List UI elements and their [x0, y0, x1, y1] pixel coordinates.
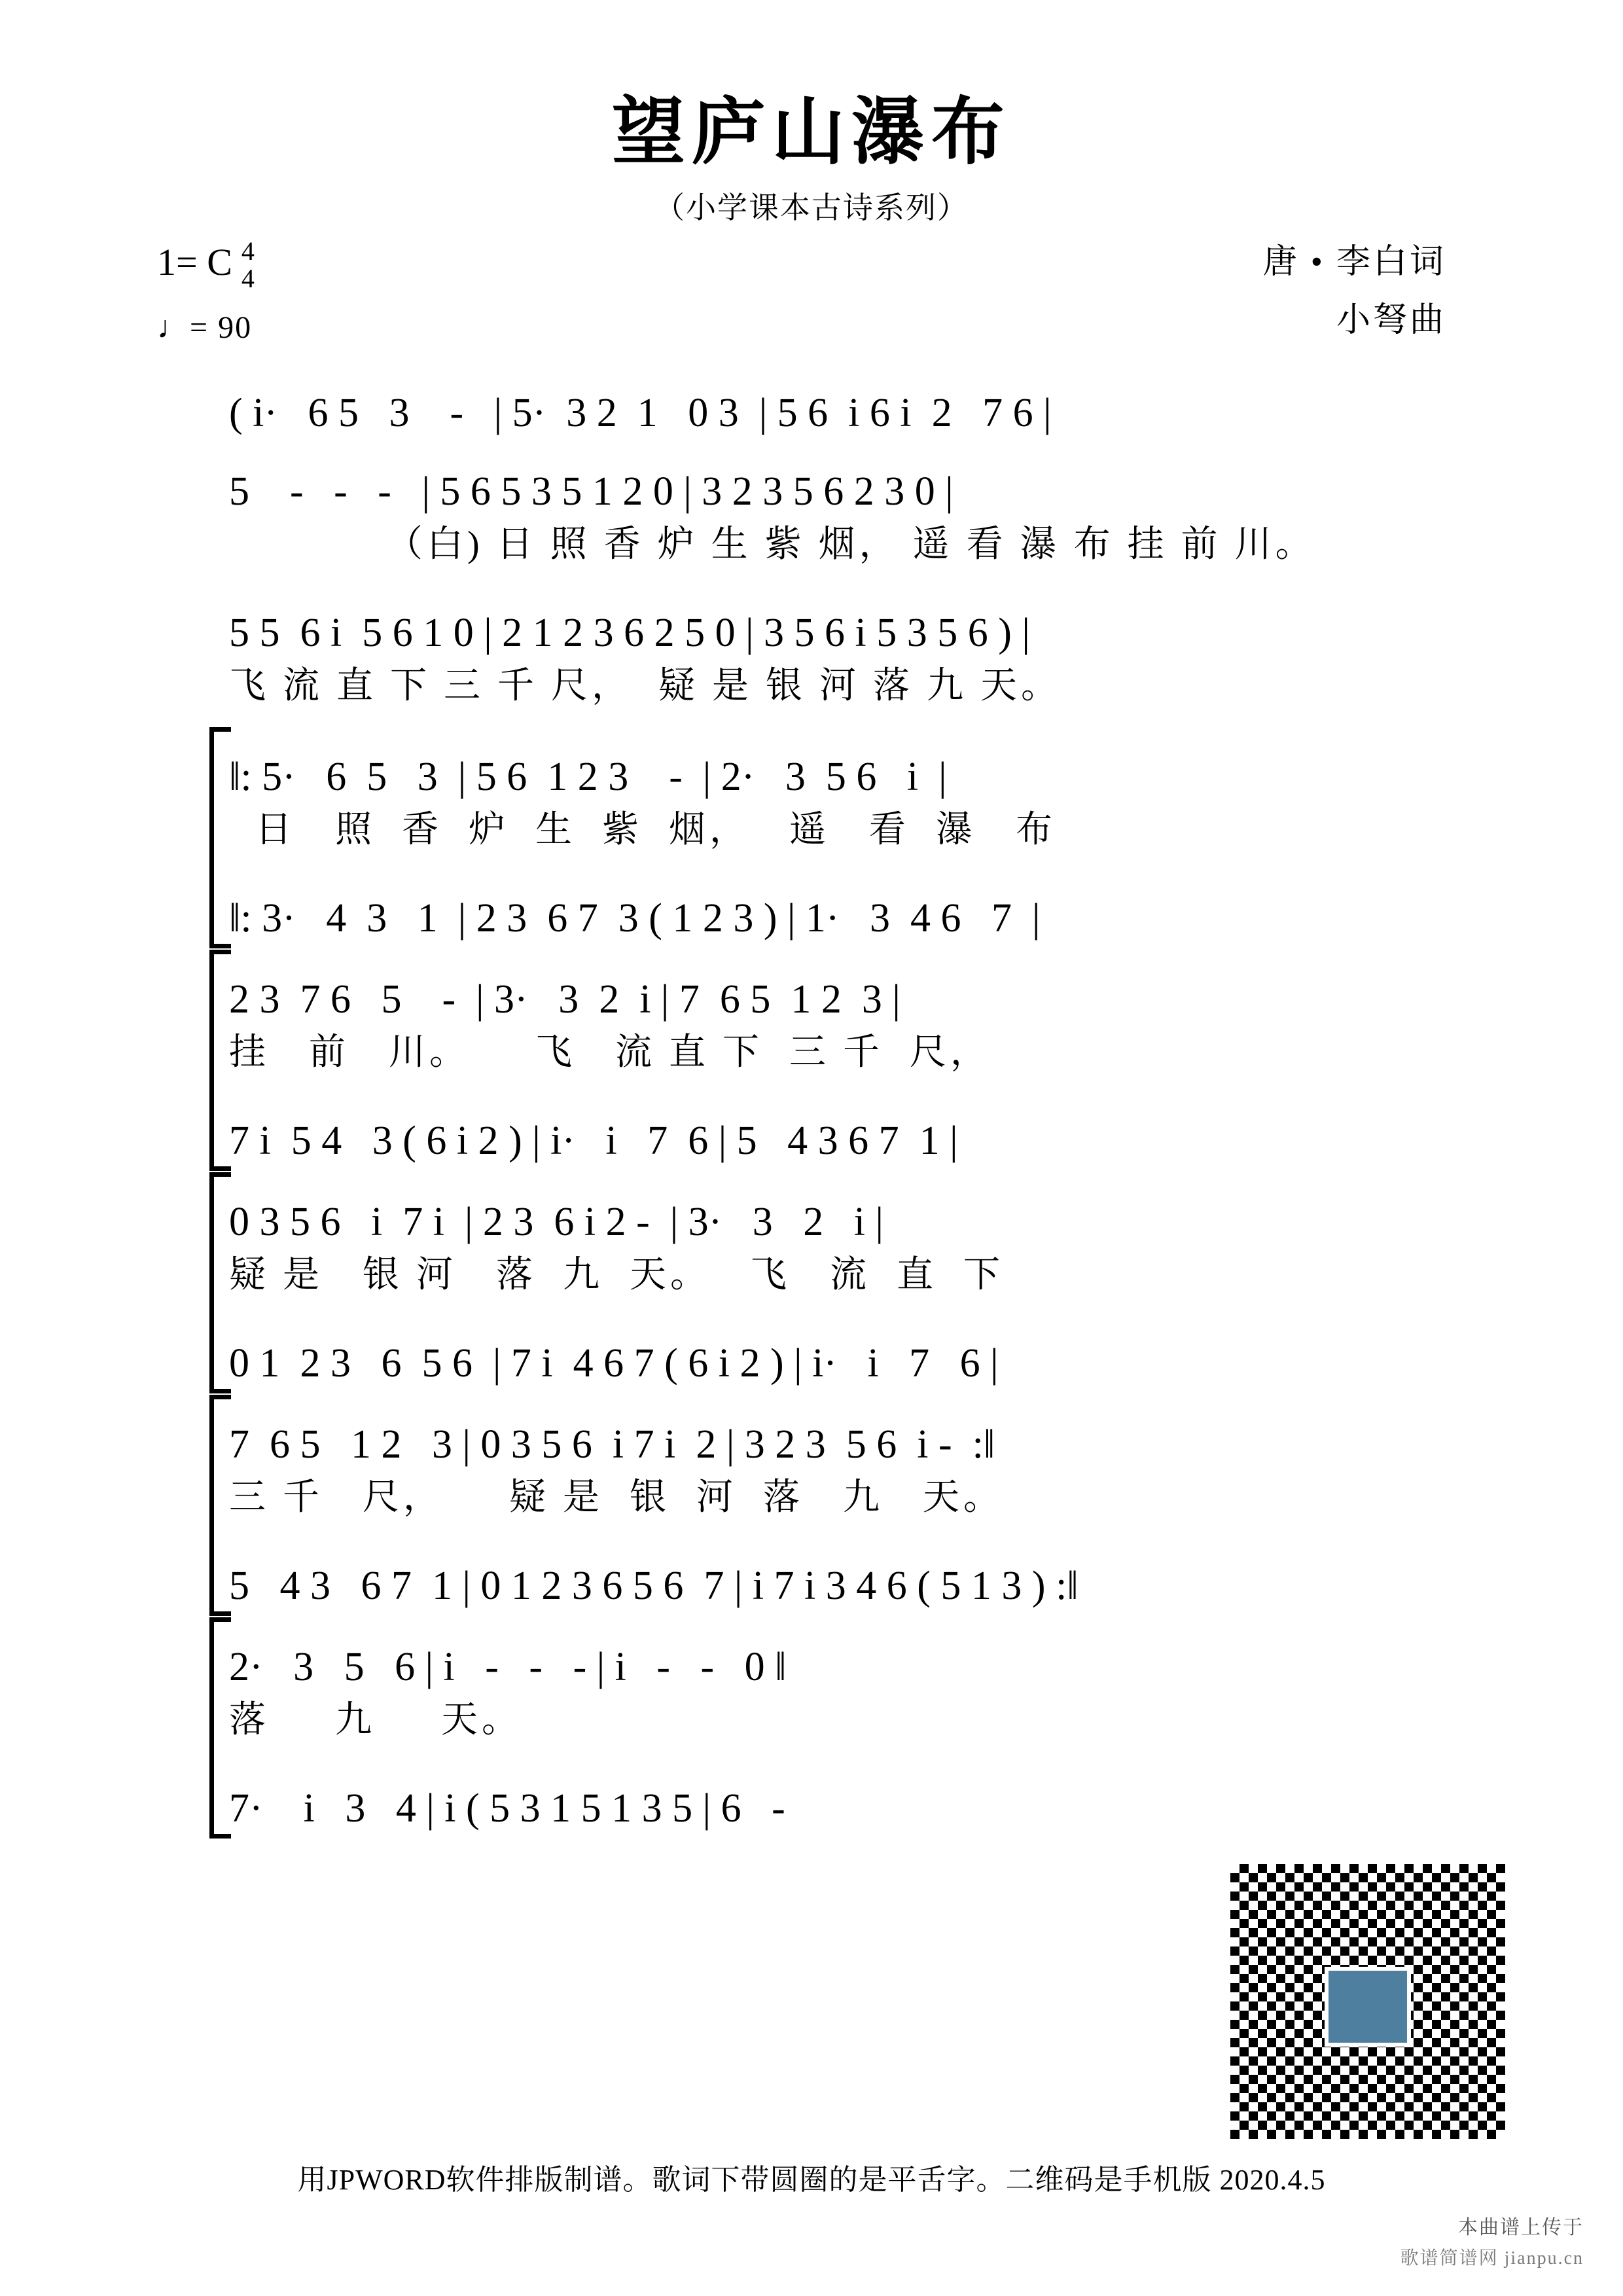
score-system: [79, 1390, 1544, 1609]
credits-block: [1263, 234, 1446, 350]
lyrics-row: 日 照 香 炉 生 紫 烟， 遥 看 瀑 布: [229, 810, 1056, 851]
page-subtitle: （小学课本古诗系列）: [654, 191, 969, 225]
score-body: [79, 358, 1544, 1832]
time-signature: [241, 238, 255, 293]
watermark-secondary: 歌谱简谱网 jianpu.cn: [1400, 2248, 1584, 2269]
lyrics-row: 飞 流 直 下 三 千 尺， 疑 是 银 河 落 九 天。: [229, 666, 1061, 707]
time-signature-numerator: 4: [241, 236, 255, 266]
key-signature: 1= C: [157, 241, 232, 284]
key-and-tempo-block: [157, 236, 255, 346]
notation-row: 0 1 2 3 6 5 6 | 7 i 4 6 7 ( 6 i 2 ) | i· i 7 6 |: [229, 1341, 999, 1386]
lyricist-credit: 唐 • 李白词: [1262, 243, 1446, 281]
notation-row: ( i· 6 5 3 - | 5· 3 2 1 0 3 | 5 6 i 6 i 2 7 6 |: [229, 391, 1052, 436]
notation-row: 7 i 5 4 3 ( 6 i 2 ) | i· i 7 6 | 5 4 3 6 7 1 |: [229, 1119, 958, 1164]
lyrics-row: 挂 前 川。 飞 流 直 下 三 千 尺，: [229, 1032, 991, 1073]
notation-row: 5 4 3 6 7 1 | 0 1 2 3 6 5 6 7 | i 7 i 3 4 6 ( 5 1 3 ) :‖: [229, 1564, 1079, 1609]
notation-row: 0 3 5 6 i 7 i | 2 3 6 i 2 - | 3· 3 2 i |: [229, 1200, 883, 1245]
notation-row: 7· i 3 4 | i ( 5 3 1 5 1 3 5 | 6 -: [229, 1786, 785, 1831]
notation-row: 2 3 7 6 5 - | 3· 3 2 i | 7 6 5 1 2 3 |: [229, 977, 901, 1022]
watermark-primary: 本曲谱上传于: [1458, 2217, 1584, 2238]
score-system: [79, 358, 1544, 719]
notation-row: ‖: 3· 4 3 1 | 2 3 6 7 3 ( 1 2 3 ) | 1· 3 4 6 7 |: [229, 896, 1041, 941]
lyrics-row: 疑 是 银 河 落 九 天。 飞 流 直 下: [229, 1255, 1004, 1296]
lyrics-row: 落 九 天。: [229, 1700, 522, 1741]
notation-row: 5 5 6 i 5 6 1 0 | 2 1 2 3 6 2 5 0 | 3 5 6 i 5 3 5 6 ) |: [229, 611, 1030, 656]
score-system: [79, 1167, 1544, 1387]
tempo-marking: ♩= 90: [157, 310, 253, 346]
notation-row: 2· 3 5 6 | i - - - | i - - 0 ‖: [229, 1645, 787, 1690]
notation-row: 7 6 5 1 2 3 | 0 3 5 6 i 7 i 2 | 3 2 3 5 6 i - :‖: [229, 1422, 995, 1467]
key-signature-line: [157, 236, 255, 295]
lyrics-row: 三 千 尺， 疑 是 银 河 落 九 天。: [229, 1477, 1004, 1518]
notation-row: 5 - - - | 5 6 5 3 5 1 2 0 | 3 2 3 5 6 2 3 0 |: [229, 469, 954, 514]
score-system: [79, 722, 1544, 942]
page-title: 望庐山瀑布: [612, 91, 1011, 173]
notation-row: ‖: 5· 6 5 3 | 5 6 1 2 3 - | 2· 3 5 6 i |: [229, 755, 947, 800]
score-system: [79, 1612, 1544, 1832]
qr-code[interactable]: [1230, 1864, 1505, 2139]
composer-credit: 小弩曲: [1336, 301, 1446, 339]
score-system: [79, 944, 1544, 1164]
score-metadata: [0, 227, 1623, 358]
time-signature-denominator: 4: [241, 264, 255, 294]
lyrics-row: （白) 日 照 香 炉 生 紫 烟， 遥 看 瀑 布 挂 前 川。: [229, 524, 1316, 565]
footer-note: 用JPWORD软件排版制谱。歌词下带圆圈的是平舌字。二维码是手机版 2020.4.5: [297, 2164, 1326, 2196]
